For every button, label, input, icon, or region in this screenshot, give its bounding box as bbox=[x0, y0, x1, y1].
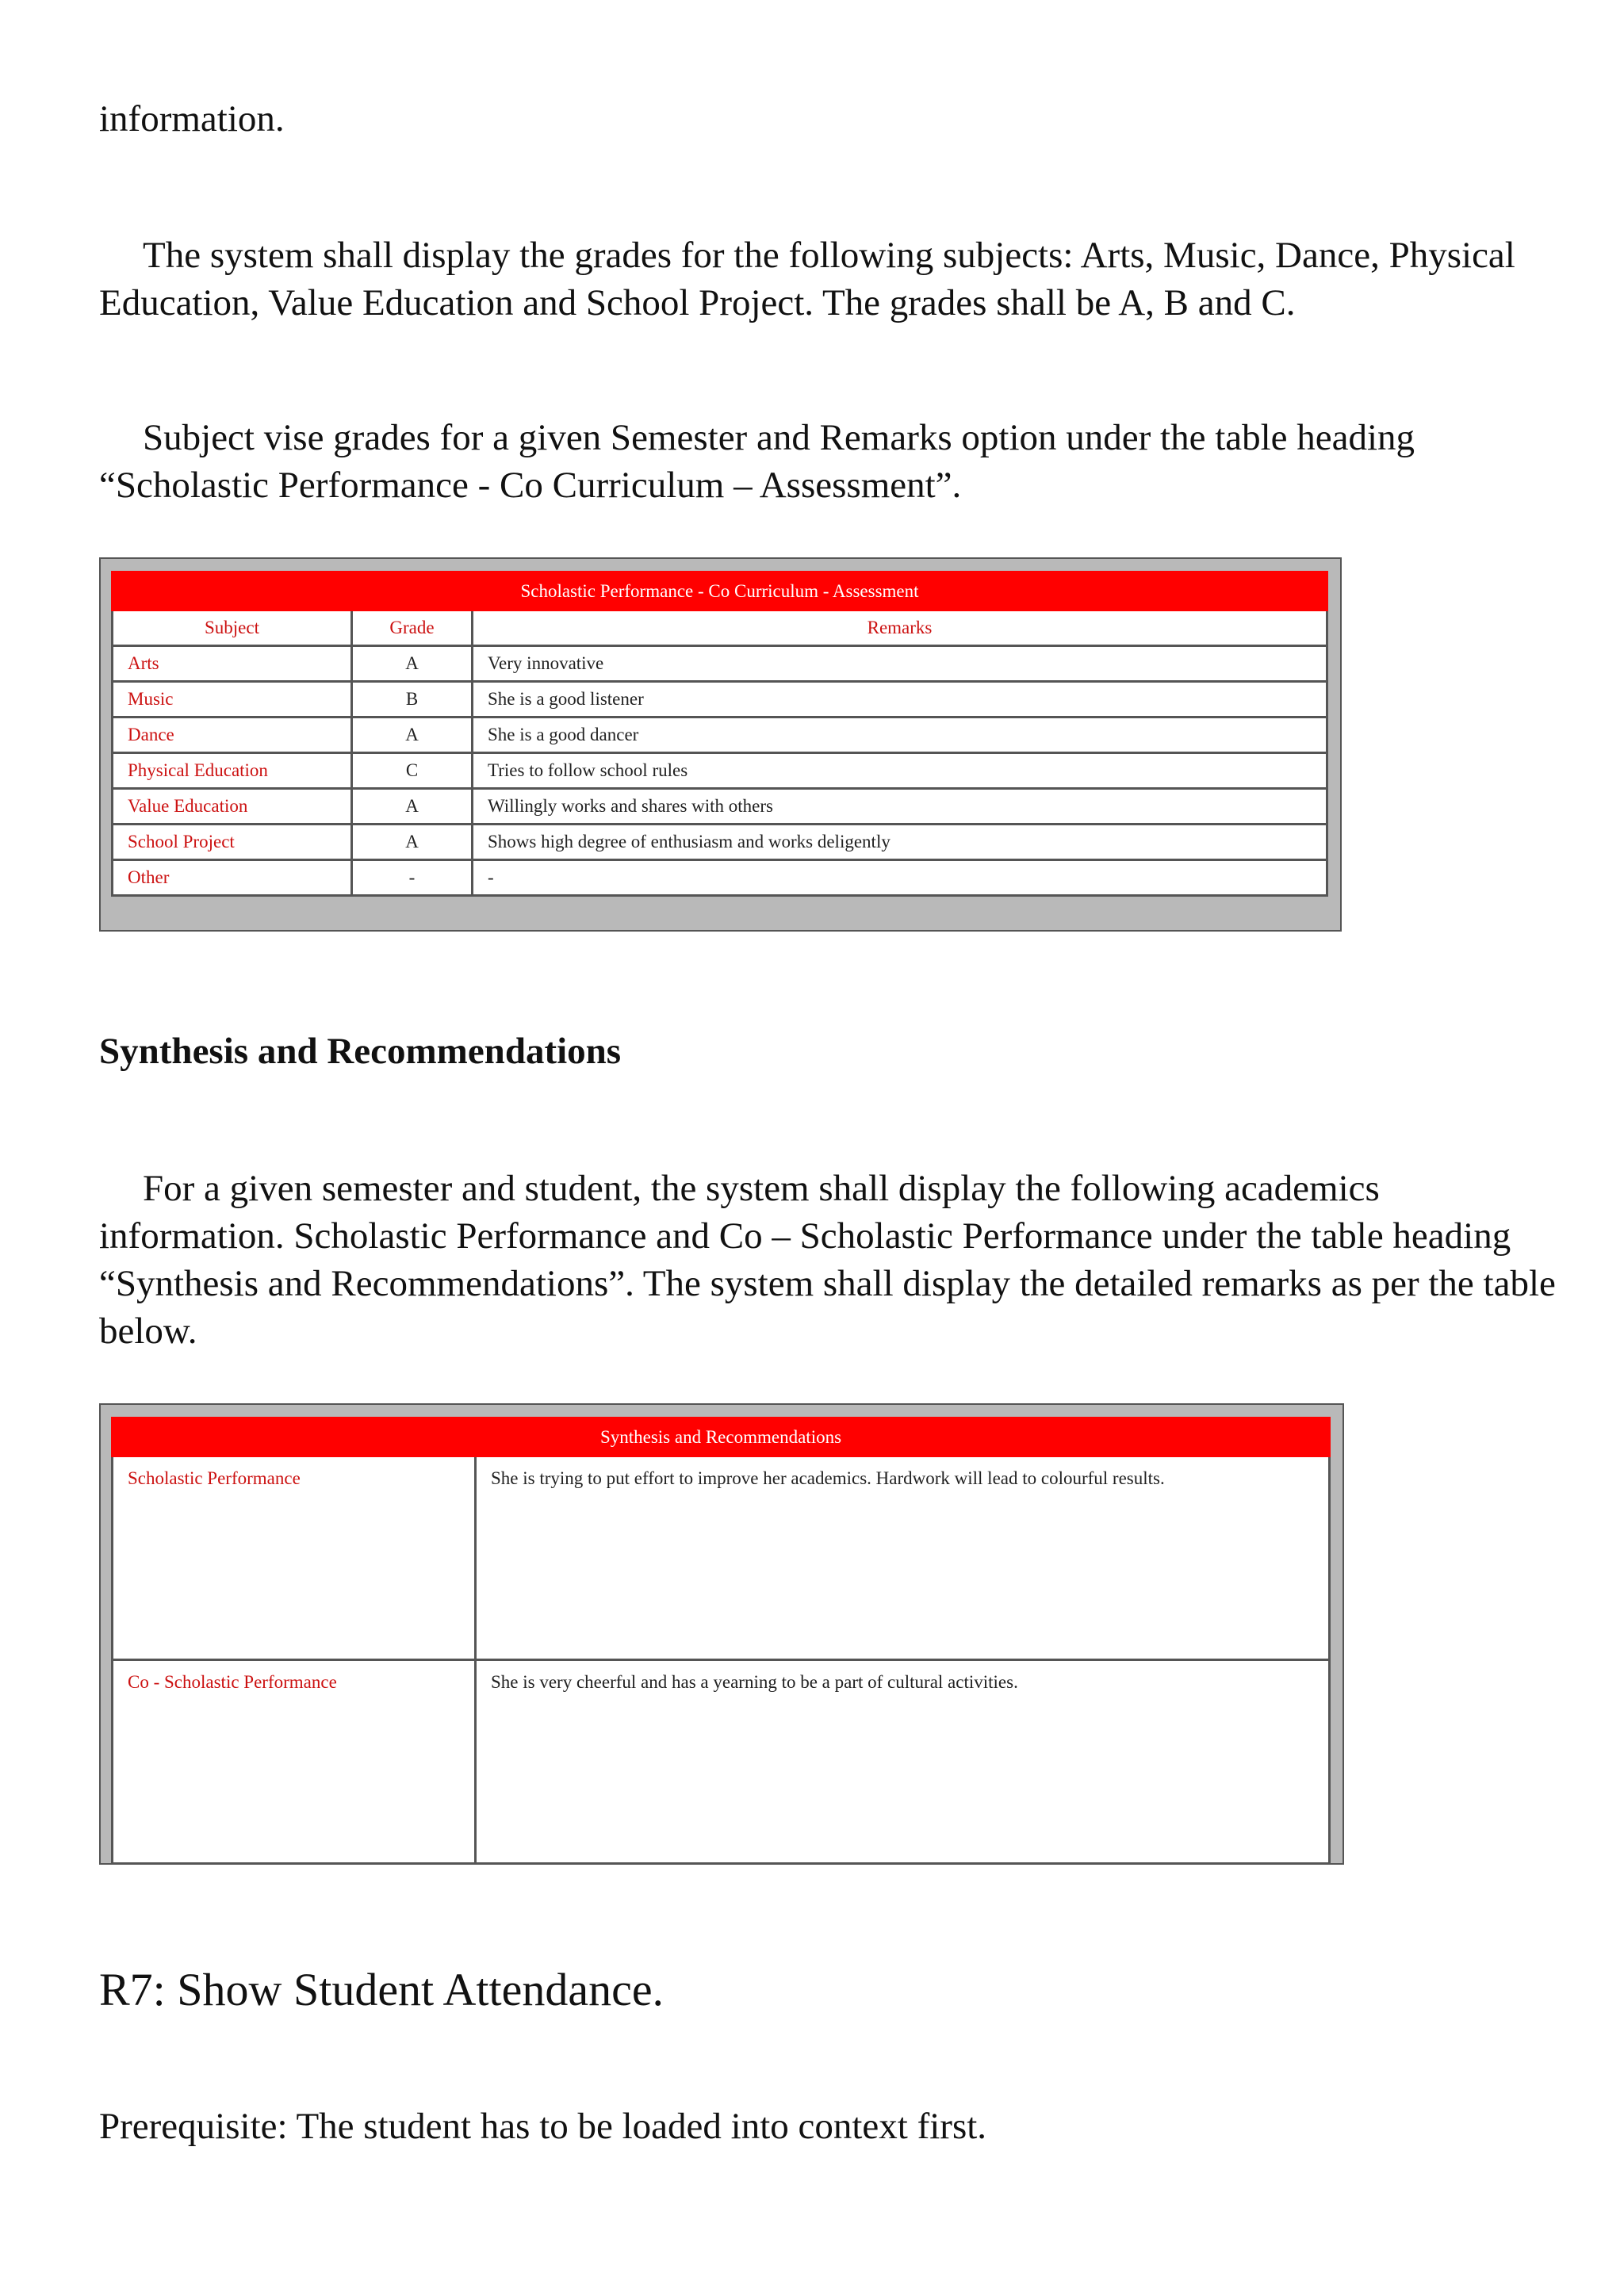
column-header-subject: Subject bbox=[113, 610, 352, 646]
recommendation-cell: She is trying to put effort to improve her academics. Hardwork will lead to colourful results. bbox=[476, 1456, 1330, 1660]
table-row bbox=[113, 646, 1327, 682]
subject-cell: Physical Education bbox=[113, 753, 352, 789]
column-header-remarks: Remarks bbox=[473, 610, 1327, 646]
synthesis-table-caption: Synthesis and Recommendations bbox=[113, 1418, 1330, 1456]
remark-cell: Shows high degree of enthusiasm and works deligently bbox=[473, 825, 1327, 860]
table-row bbox=[113, 682, 1327, 718]
subject-cell: Music bbox=[113, 682, 352, 718]
recommendation-cell: She is very cheerful and has a yearning to be a part of cultural activities. bbox=[476, 1660, 1330, 1864]
subject-cell: Other bbox=[113, 860, 352, 896]
grade-cell: - bbox=[352, 860, 473, 896]
subject-cell: School Project bbox=[113, 825, 352, 860]
remark-cell: She is a good dancer bbox=[473, 718, 1327, 753]
remark-cell: Very innovative bbox=[473, 646, 1327, 682]
assessment-table-image bbox=[99, 557, 1342, 932]
grade-cell: C bbox=[352, 753, 473, 789]
assessment-table bbox=[111, 571, 1328, 897]
subject-cell: Dance bbox=[113, 718, 352, 753]
table-row bbox=[113, 1456, 1330, 1660]
column-header-grade: Grade bbox=[352, 610, 473, 646]
section-heading-r7: R7: Show Student Attendance. bbox=[99, 1964, 665, 2015]
grade-cell: A bbox=[352, 646, 473, 682]
paragraph-prerequisite: Prerequisite: The student has to be loaded into context first. bbox=[99, 2106, 987, 2147]
paragraph-information: information. bbox=[99, 98, 285, 140]
remark-cell: Tries to follow school rules bbox=[473, 753, 1327, 789]
assessment-table-caption: Scholastic Performance - Co Curriculum - Assessment bbox=[113, 572, 1327, 610]
subject-cell: Value Education bbox=[113, 789, 352, 825]
remark-cell: She is a good listener bbox=[473, 682, 1327, 718]
synthesis-table-image bbox=[99, 1403, 1344, 1865]
table-row bbox=[113, 1660, 1330, 1864]
grade-cell: B bbox=[352, 682, 473, 718]
section-heading-synthesis: Synthesis and Recommendations bbox=[99, 1031, 622, 1072]
synthesis-table bbox=[111, 1417, 1331, 1865]
table-row bbox=[113, 753, 1327, 789]
paragraph-subjects: The system shall display the grades for the following subjects: Arts, Music, Dance, Physical Education, Value Education and School Project. The grades shall be A, B and C. bbox=[99, 235, 1515, 323]
paragraph-synthesis: For a given semester and student, the system shall display the following academics information. Scholastic Performance and Co – Scholastic Performance under the table heading “Synthesis and Recommendations”. The system shall display the detailed remarks as per the table below. bbox=[99, 1168, 1556, 1352]
table-row bbox=[113, 825, 1327, 860]
table-row bbox=[113, 789, 1327, 825]
table-row bbox=[113, 718, 1327, 753]
grade-cell: A bbox=[352, 789, 473, 825]
category-cell: Co - Scholastic Performance bbox=[113, 1660, 476, 1864]
paragraph-subject-vise: Subject vise grades for a given Semester and Remarks option under the table heading “Scholastic Performance - Co Curriculum – Assessment”. bbox=[99, 417, 1415, 506]
subject-cell: Arts bbox=[113, 646, 352, 682]
table-row bbox=[113, 860, 1327, 896]
remark-cell: Willingly works and shares with others bbox=[473, 789, 1327, 825]
category-cell: Scholastic Performance bbox=[113, 1456, 476, 1660]
grade-cell: A bbox=[352, 718, 473, 753]
remark-cell: - bbox=[473, 860, 1327, 896]
grade-cell: A bbox=[352, 825, 473, 860]
